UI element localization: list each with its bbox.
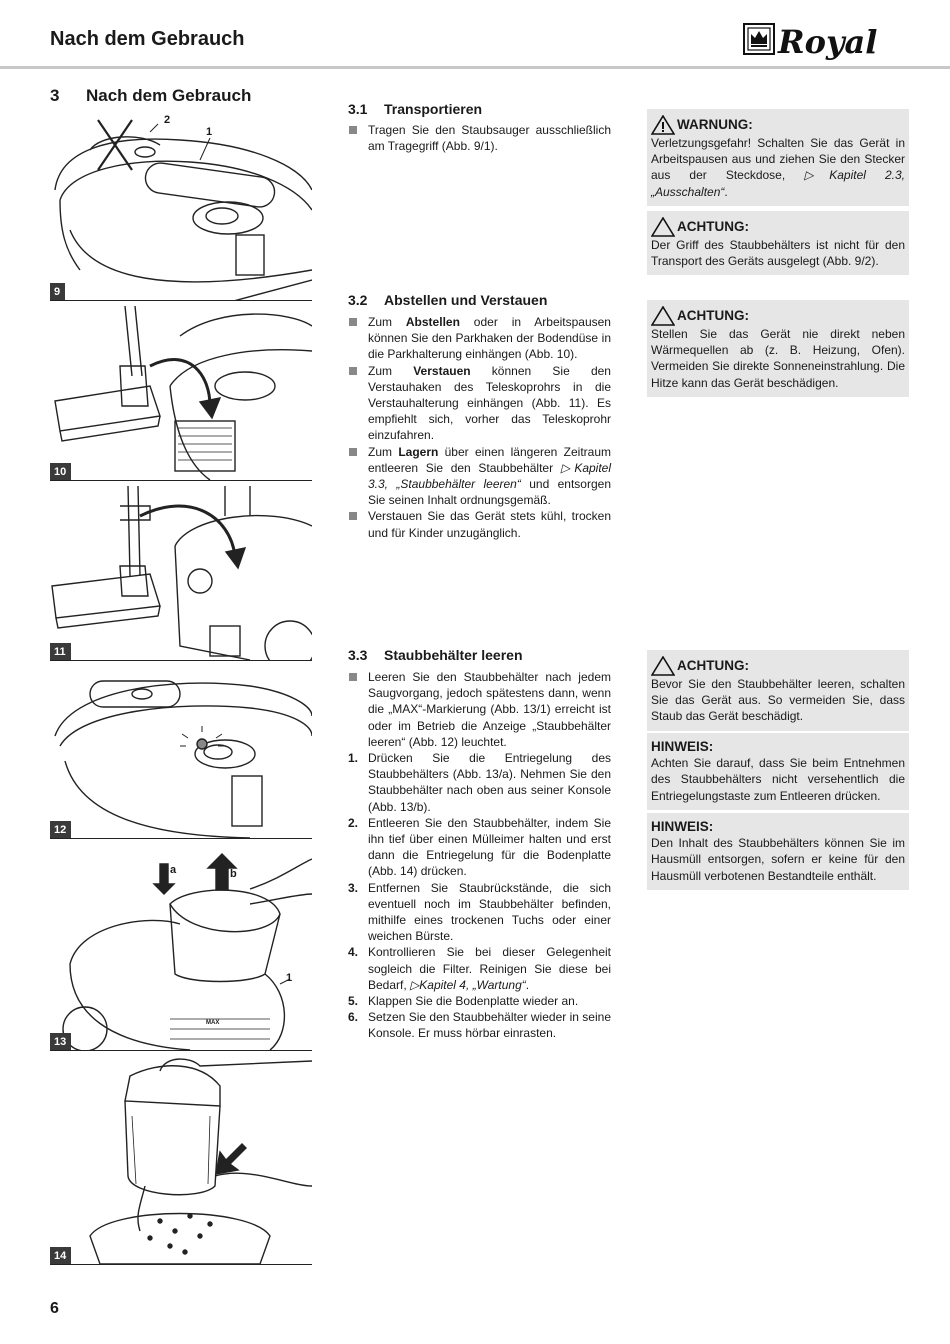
step-item: 3. Entfernen Sie Staubrückstände, die sich eventuell noch im Staubbehälter befinden, mithilfe eines trockenen Tuchs oder einer weichen Bürste. [348,880,611,944]
note-text: Achten Sie darauf, dass Sie beim Entnehmen des Staubbehälters nicht versehentlich die Entriegelungstaste zum Entleeren drücken. [651,756,905,803]
list-item: Zum Verstauen können Sie den Verstauhaken des Teleskoprohrs in die Verstauhalterung einhängen (Abb. 11). Es empfiehlt sich, vorher das Teleskoprohr einzufahren. [348,363,611,444]
section-3-2-body [348,314,611,541]
figure-9-callout-2: 2 [164,114,171,126]
chapter-reference-link[interactable]: ▷Kapitel 2.3, „Ausschalten“ [651,168,905,199]
step-item: 5. Klappen Sie die Bodenplatte wieder an. [348,994,579,1009]
step-item: 1. Drücken Sie die Entriegelung des Staubbehälters (Abb. 13/a). Nehmen Sie den Staubbehälter nach oben aus seiner Konsole (Abb. 13/b). [348,751,611,814]
warning-text: Verletzungsgefahr! Schalten Sie das Gerät in Arbeitspausen aus und ziehen Sie den Stecker aus der Steckdose, ▷Kapitel 2.3, „Ausschalten“. [651,136,905,199]
brand-wordmark: Royal [778,23,878,60]
chapter-number: 3 [50,86,60,105]
section-heading-3-1 [348,101,482,117]
figure-11 [50,486,312,661]
section-title: Abstellen und Verstauen [384,292,548,308]
warning-triangle-icon [651,115,675,135]
section-number: 3.1 [348,101,368,117]
figure-13-callout-b: b [230,868,237,880]
section-number: 3.3 [348,647,368,663]
caution-triangle-icon [651,306,675,326]
figure-13-max-mark: MAX [206,1020,220,1026]
section-title: Transportieren [384,101,483,117]
figure-12-label: 12 [50,821,71,838]
step-item: 2. Entleeren Sie den Staubbehälter, indem Sie ihn tief über einen Mülleimer halten und erst dann die Entriegelung für die Bodenplatte (Abb. 14) drücken. [348,815,611,879]
caution-text: Der Griff des Staubbehälters ist nicht für den Transport des Geräts ausgelegt (Abb. 9/2). [651,238,905,269]
caution-title: ACHTUNG: [677,307,749,323]
step-item: 4. Kontrollieren Sie bei dieser Gelegenheit sogleich die Filter. Reinigen Sie diese bei Bedarf, ▷Kapitel 4, „Wartung“. [348,945,611,992]
figure-14-label: 14 [50,1247,71,1264]
figure-10 [50,306,312,481]
list-item: Leeren Sie den Staubbehälter nach jedem Saugvorgang, jedoch spätestens dann, wenn die „MAX“-Markierung (Abb. 13/1) erreicht ist oder im Betrieb die Anzeige „Staubbehälter leeren“ (Abb. 12) leuchtet. [348,669,611,750]
caution-triangle-icon [651,656,675,676]
section-title: Staubbehälter leeren [384,647,523,663]
page-number: 6 [50,1300,59,1317]
step-item: 6. Setzen Sie den Staubbehälter wieder in seine Konsole. Er muss hörbar einrasten. [348,1010,611,1041]
figure-12 [50,666,312,839]
warning-title: WARNUNG: [677,116,753,132]
note-title: HINWEIS: [651,739,714,754]
section-3-3-body [348,669,611,1042]
note-text: Den Inhalt des Staubbehälters können Sie im Hausmüll entsorgen, sofern er keine für den Hausmüll verbotenen Bestandteile enthält. [651,836,905,883]
chapter-reference-link[interactable]: ▷Kapitel 3.3, „Staubbehälter leeren“ [368,460,612,492]
section-3-1-body [348,122,611,154]
chapter-title: Nach dem Gebrauch [86,86,252,105]
figure-9 [50,110,312,301]
royal-logo [742,20,912,60]
warning-box [647,109,909,206]
list-item: Verstauen Sie das Gerät stets kühl, trocken und für Kinder unzugänglich. [348,508,611,540]
figure-10-label: 10 [50,463,71,480]
caution-box [647,211,909,275]
section-number: 3.2 [348,292,368,308]
caution-text: Stellen Sie das Gerät nie direkt neben Wärmequellen ab (z. B. Heizung, Ofen). Vermeiden Sie direkte Sonneneinstrahlung. Die Hitze kann das Gerät beschädigen. [651,327,905,390]
figure-13 [50,844,312,1051]
note-box [647,733,909,810]
figure-13-callout-1: 1 [286,972,293,984]
caution-triangle-icon [651,217,675,237]
caution-title: ACHTUNG: [677,657,749,673]
caution-box [647,650,909,731]
list-item: Zum Lagern über einen längeren Zeitraum entleeren Sie den Staubbehälter ▷Kapitel 3.3, „Staubbehälter leeren“ und entsorgen Sie seinen Inhalt ordnungsgemäß. [348,444,611,509]
note-title: HINWEIS: [651,819,714,834]
figure-9-callout-1: 1 [206,126,213,138]
list-item: Tragen Sie den Staubsauger ausschließlich am Tragegriff (Abb. 9/1). [348,122,611,154]
page-header-title: Nach dem Gebrauch [50,28,245,50]
note-box [647,813,909,890]
figure-9-label: 9 [50,283,65,300]
figure-11-label: 11 [50,643,71,660]
header-divider [0,66,950,69]
figure-13-callout-a: a [170,864,177,876]
caution-title: ACHTUNG: [677,218,749,234]
figure-13-label: 13 [50,1033,71,1050]
section-heading-3-2 [348,292,547,308]
list-item: Zum Abstellen oder in Arbeitspausen können Sie den Parkhaken der Bodendüse in die Parkhalterung einhängen (Abb. 10). [348,314,611,363]
chapter-reference-link[interactable]: ▷Kapitel 4, „Wartung“ [410,977,526,992]
caution-text: Bevor Sie den Staubbehälter leeren, schalten Sie das Gerät aus. So vermeiden Sie, dass Staub das Gerät beschädigt. [651,677,905,724]
figure-14 [50,1056,312,1265]
section-heading-3-3 [348,647,523,663]
caution-box [647,300,909,397]
